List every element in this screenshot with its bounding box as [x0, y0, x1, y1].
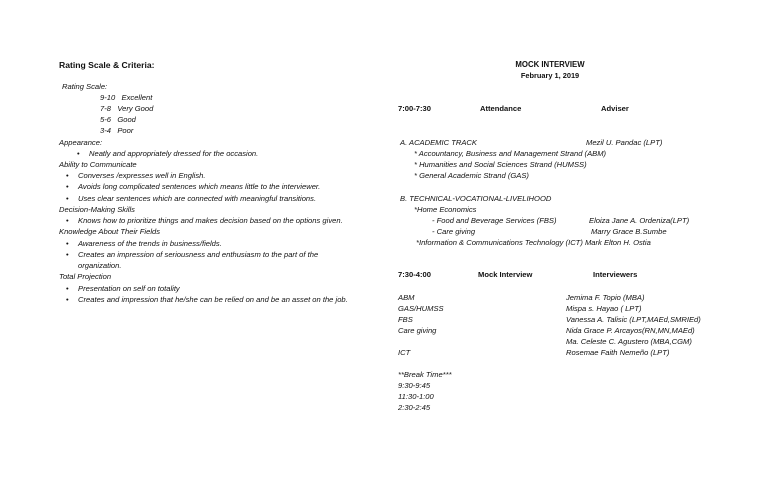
- strand-item: * General Academic Strand (GAS): [414, 171, 529, 180]
- criteria-item: • Awareness of the trends in business/fields.: [78, 239, 222, 248]
- page-title: MOCK INTERVIEW: [515, 60, 585, 69]
- rating-scale-label: Rating Scale:: [62, 82, 108, 91]
- group-label: GAS/HUMSS: [398, 304, 444, 313]
- schedule-activity: Mock Interview: [478, 270, 533, 279]
- criteria-item: • Creates an impression of seriousness and enthusiasm to the part of the: [78, 250, 318, 259]
- criteria-item: • Creates and impression that he/she can be relied on and be an asset on the job.: [78, 295, 348, 304]
- page-date: February 1, 2019: [520, 71, 580, 80]
- scale-range: 7-8: [100, 104, 111, 113]
- break-slot: 9:30-9:45: [398, 381, 431, 390]
- scale-row: [100, 126, 133, 135]
- care-adviser: Marry Grace B.Sumbe: [591, 227, 667, 236]
- group-label: ICT: [398, 348, 411, 357]
- break-slot: 2:30-2:45: [398, 403, 431, 412]
- schedule-time: 7:00-7:30: [398, 104, 431, 113]
- interviewer-name: Vanessa A. Talisic (LPT,MAEd,SMRIEd): [566, 315, 701, 324]
- fbs-adviser: Eloiza Jane A. Ordeniza(LPT): [589, 216, 690, 225]
- scale-range: 5-6: [100, 115, 111, 124]
- scale-label: Poor: [117, 126, 134, 135]
- criteria-total: Total Projection: [59, 272, 112, 281]
- scale-row: [100, 104, 153, 113]
- criteria-decision: Decision-Making Skills: [59, 205, 135, 214]
- criteria-item-continued: organization.: [78, 261, 122, 270]
- schedule-time: 7:30-4:00: [398, 270, 431, 279]
- schedule-role: Adviser: [601, 104, 629, 113]
- criteria-appearance: Appearance:: [59, 138, 103, 147]
- schedule-role: Interviewers: [593, 270, 638, 279]
- track-academic: A. ACADEMIC TRACK: [400, 138, 477, 147]
- criteria-item: • Converses /expresses well in English.: [78, 171, 205, 180]
- strand-item: * Accountancy, Business and Management Strand (ABM): [414, 149, 607, 158]
- strand-care: - Care giving: [432, 227, 476, 236]
- criteria-item: • Presentation on self on totality: [78, 284, 180, 293]
- schedule-activity: Attendance: [480, 104, 522, 113]
- scale-range: 3-4: [100, 126, 111, 135]
- track-academic-adviser: Mezil U. Pandac (LPT): [586, 138, 663, 147]
- criteria-ability: Ability to Communicate: [59, 160, 137, 169]
- criteria-item: • Knows how to prioritize things and makes decision based on the options given.: [78, 216, 343, 225]
- scale-label: Very Good: [117, 104, 154, 113]
- strand-item: * Humanities and Social Sciences Strand (HUMSS): [414, 160, 587, 169]
- scale-row: [100, 93, 152, 102]
- group-label: Care giving: [398, 326, 437, 335]
- strand-fbs: - Food and Beverage Services (FBS): [432, 216, 557, 225]
- scale-range: 9-10: [100, 93, 116, 102]
- interviewer-name: Ma. Celeste C. Agustero (MBA,CGM): [566, 337, 692, 346]
- criteria-knowledge: Knowledge About Their Fields: [59, 227, 161, 236]
- break-time-label: **Break Time***: [398, 370, 452, 379]
- break-slot: 11:30-1:00: [398, 392, 434, 401]
- group-label: FBS: [398, 315, 413, 324]
- criteria-item: • Neatly and appropriately dressed for the occasion.: [89, 149, 258, 158]
- interviewer-name: Nida Grace P. Arcayos(RN,MN,MAEd): [566, 326, 695, 335]
- criteria-item: • Avoids long complicated sentences which means little to the interviewer.: [78, 182, 320, 191]
- strand-ict: *Information & Communications Technology (ICT) Mark Elton H. Ostia: [416, 238, 651, 247]
- scale-row: [100, 115, 136, 124]
- scale-label: Excellent: [121, 93, 153, 102]
- home-economics: *Home Economics: [414, 205, 477, 214]
- track-tvl: B. TECHNICAL-VOCATIONAL-LIVELIHOOD: [400, 194, 552, 203]
- interviewer-name: Rosemae Faith Nemeño (LPT): [566, 348, 670, 357]
- interviewer-name: Mispa s. Hayao ( LPT): [566, 304, 642, 313]
- rating-criteria-heading: Rating Scale & Criteria:: [59, 60, 155, 70]
- interviewer-name: Jemima F. Topio (MBA): [566, 293, 645, 302]
- group-label: ABM: [398, 293, 415, 302]
- scale-label: Good: [117, 115, 136, 124]
- criteria-item: • Uses clear sentences which are connected with meaningful transitions.: [78, 194, 316, 203]
